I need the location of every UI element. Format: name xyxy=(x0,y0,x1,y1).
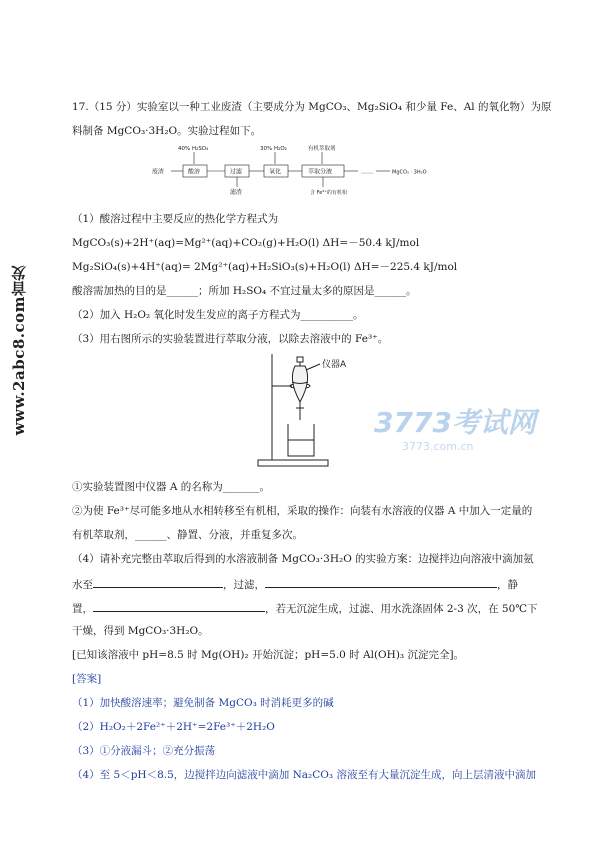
flow-step-ellipsis: …… xyxy=(361,168,373,176)
part4-b2: ，过滤， xyxy=(223,579,265,591)
side-watermark: www.2abc8.com首发 xyxy=(10,265,28,436)
part4-intro: （4）请补充完整由萃取后得到的水溶液制备 MgCO₃·3H₂O 的实验方案：边搅拌边向溶液中滴加氨 xyxy=(72,553,534,565)
part4-c1: 置， xyxy=(72,603,93,615)
flow-top-label-h2o2: 30% H₂O₂ xyxy=(260,146,287,152)
separatory-funnel-apparatus xyxy=(250,352,360,470)
answer-3: （3）①分液漏斗；②充分振荡 xyxy=(72,745,216,757)
flow-step-extract: 萃取分液 xyxy=(308,168,333,176)
part3-q2-cont: 有机萃取剂，______、静置、分液，并重复多次。 xyxy=(72,529,303,541)
flow-bottom-residue: 滤渣 xyxy=(230,189,243,196)
part2-question: （2）加入 H₂O₂ 氧化时发生发应的离子方程式为__________。 xyxy=(72,309,364,321)
question-header-cont: 料制备 MgCO₃·3H₂O。实验过程如下。 xyxy=(72,125,262,137)
apparatus-label: 仪器A xyxy=(322,360,347,370)
watermark-sub: 3773.com.cn xyxy=(402,440,474,453)
answer-4: （4）至 5＜pH＜8.5，边搅拌边向滤液中滴加 Na₂CO₃ 溶液至有大量沉淀生成，向上层清液中滴加 xyxy=(72,769,536,781)
blank-1 xyxy=(93,576,223,588)
part1-intro: （1）酸溶过程中主要反应的热化学方程式为 xyxy=(72,213,279,225)
equation-1: MgCO₃(s)+2H⁺(aq)=Mg²⁺(aq)+CO₂(g)+H₂O(l) ΔH=－50.4 kJ/mol xyxy=(72,237,420,249)
flow-step-waste: 废渣 xyxy=(152,168,165,176)
part4-line-b xyxy=(72,576,518,592)
known-conditions: [已知该溶液中 pH=8.5 时 Mg(OH)₂ 开始沉淀；pH=5.0 时 Al(OH)₃ 沉淀完全]。 xyxy=(72,649,465,661)
question-header: 17.（15 分）实验室以一种工业废渣（主要成分为 MgCO₃、Mg₂SiO₄ 和少量 Fe、Al 的氧化物）为原 xyxy=(72,101,552,113)
flow-step-filter: 过滤 xyxy=(230,168,243,176)
part4-b1: 水至 xyxy=(72,579,93,591)
flow-top-label-extractant: 有机萃取剂 xyxy=(308,146,336,152)
part3-q1: ①实验装置图中仪器 A 的名称为_______。 xyxy=(72,481,271,493)
blank-2 xyxy=(265,576,497,588)
flow-step-oxidize: 氧化 xyxy=(269,168,282,176)
part4-line-d: 干燥，得到 MgCO₃·3H₂O。 xyxy=(72,625,209,637)
part4-b3: ，静 xyxy=(497,579,518,591)
part3-q2: ②为使 Fe³⁺尽可能多地从水相转移至有机相，采取的操作：向装有水溶液的仪器 A 中加入一定量的 xyxy=(72,505,533,517)
site-watermark-logo xyxy=(372,400,552,460)
flow-step-acid: 酸溶 xyxy=(188,168,201,176)
process-flowchart xyxy=(150,143,450,203)
watermark-main: 3773考试网 xyxy=(374,406,536,439)
equation-2: Mg₂SiO₄(s)+4H⁺(aq)= 2Mg²⁺(aq)+H₂SiO₃(s)+H₂O(l) ΔH=－225.4 kJ/mol xyxy=(72,261,458,273)
part1-question: 酸溶需加热的目的是______；所加 H₂SO₄ 不宜过量太多的原因是______。 xyxy=(72,285,417,297)
answer-1: （1）加快酸溶速率；避免制备 MgCO₃ 时消耗更多的碱 xyxy=(72,697,334,709)
flow-top-label-h2so4: 40% H₂SO₄ xyxy=(178,146,209,152)
part4-c2: ，若无沉淀生成，过滤、用水洗涤固体 2-3 次，在 50℃下 xyxy=(265,603,538,615)
answer-heading: [答案] xyxy=(72,673,102,685)
blank-3 xyxy=(93,600,265,612)
answer-2: （2）H₂O₂＋2Fe²⁺＋2H⁺=2Fe³⁺＋2H₂O xyxy=(72,721,275,733)
flow-bottom-organic: 含 Fe³⁺的有机相 xyxy=(310,190,347,196)
part3-intro: （3）用右图所示的实验装置进行萃取分液，以除去溶液中的 Fe³⁺。 xyxy=(72,333,389,345)
part4-line-c xyxy=(72,600,538,616)
flow-step-product: MgCO₃ · 3H₂O xyxy=(392,169,427,176)
